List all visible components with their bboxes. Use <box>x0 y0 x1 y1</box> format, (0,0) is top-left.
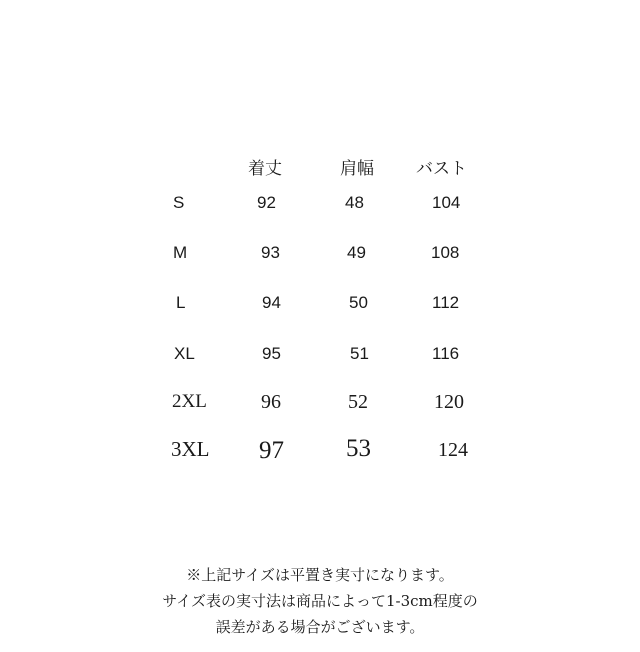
length-value: 96 <box>261 391 281 413</box>
shoulder-value: 52 <box>348 391 368 413</box>
bust-value: 120 <box>434 391 464 413</box>
note-line-3: 誤差がある場合がございます。 <box>215 618 425 636</box>
size-label: M <box>173 243 188 262</box>
size-label: L <box>176 293 186 312</box>
shoulder-value: 49 <box>347 243 366 262</box>
size-label: 3XL <box>171 437 210 461</box>
bust-value: 116 <box>432 344 460 363</box>
header-shoulder-width: 肩幅 <box>340 159 374 179</box>
note-line-1: ※上記サイズは平置き実寸になります。 <box>186 566 454 584</box>
shoulder-value: 48 <box>345 193 364 212</box>
bust-value: 112 <box>432 293 460 312</box>
header-bust: バスト <box>416 159 467 179</box>
length-value: 97 <box>259 437 284 464</box>
size-label: S <box>173 193 185 212</box>
bust-value: 124 <box>438 439 468 461</box>
bust-value: 108 <box>431 243 460 262</box>
length-value: 94 <box>262 293 281 312</box>
bust-value: 104 <box>432 193 461 212</box>
length-value: 93 <box>261 243 280 262</box>
header-length: 着丈 <box>248 159 282 179</box>
length-value: 92 <box>257 193 276 212</box>
length-value: 95 <box>262 344 281 363</box>
size-label: 2XL <box>172 391 207 412</box>
shoulder-value: 51 <box>350 344 369 363</box>
shoulder-value: 50 <box>349 293 368 312</box>
shoulder-value: 53 <box>346 435 371 462</box>
size-label: XL <box>174 344 195 363</box>
note-line-2: サイズ表の実寸法は商品によって1-3cm程度の <box>162 592 478 610</box>
